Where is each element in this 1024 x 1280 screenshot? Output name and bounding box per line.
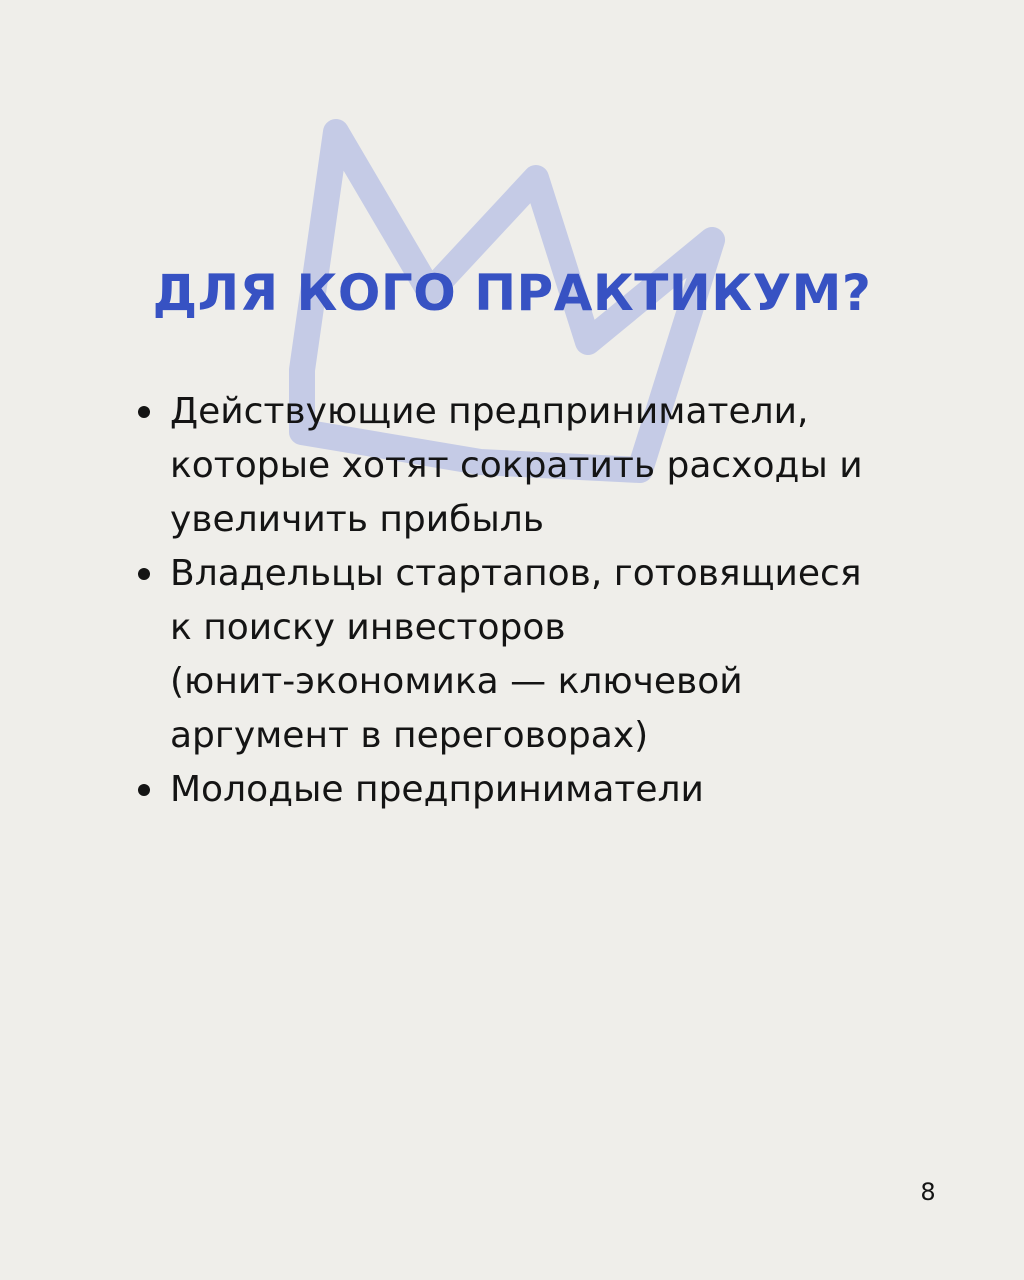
bullet-icon [138,406,150,418]
list-item-line: Действующие предприниматели, [170,391,809,432]
list-item-line: Молодые предприниматели [170,769,704,810]
list-item-line: аргумент в переговорах) [170,715,649,756]
page-title: ДЛЯ КОГО ПРАКТИКУМ? [152,264,872,322]
list-item [130,547,950,763]
list-item-line: увеличить прибыль [170,499,545,540]
bullet-icon [138,568,150,580]
list-item-line: которые хотят сократить расходы и [170,445,863,486]
audience-list [130,385,950,817]
list-item [130,385,950,547]
page-number: 8 [920,1178,936,1206]
list-item-line: к поиску инвесторов [170,607,566,648]
list-item [130,763,950,817]
list-item-line: Владельцы стартапов, готовящиеся [170,553,862,594]
list-item-line: (юнит-экономика — ключевой [170,661,743,702]
bullet-icon [138,784,150,796]
